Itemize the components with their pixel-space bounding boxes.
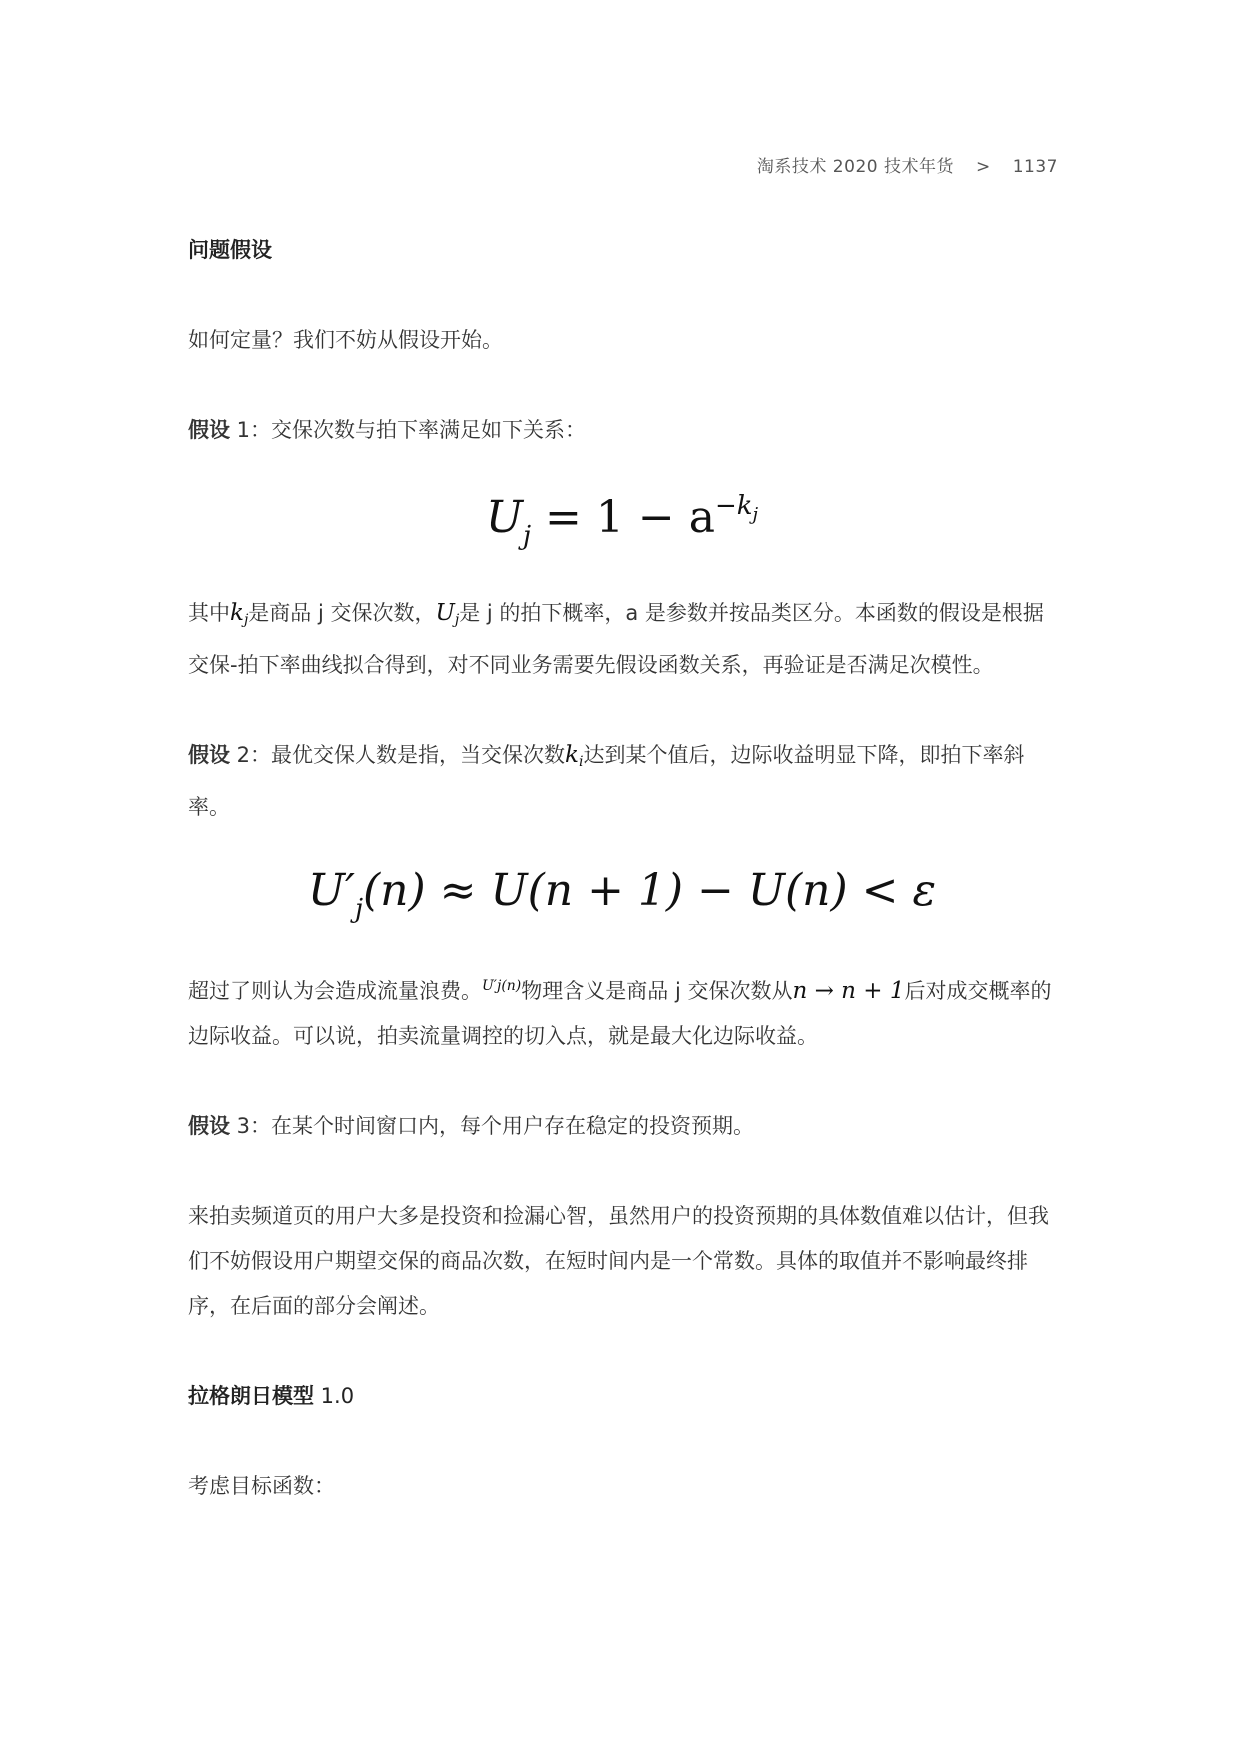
hypothesis-1-text: 交保次数与拍下率满足如下关系：	[271, 418, 587, 442]
hypothesis-2-label: 假设	[188, 743, 230, 767]
hypothesis-3-label: 假设	[188, 1114, 230, 1138]
p1-text-c: 是 j 的拍下概率，a 是参数并按品类区分。本函数的假设是根据交保-拍下率曲线拟合得到，对不同业务需要先假设函数关系，再验证是否满足次模性。	[188, 601, 1044, 677]
equation-2	[188, 856, 1056, 944]
model-heading-version: 1.0	[314, 1384, 355, 1408]
p2-math-uprime: U′j(n)	[482, 978, 522, 994]
p1-k-sub: j	[243, 612, 249, 628]
p1-text-b: 是商品 j 交保次数，	[248, 601, 436, 625]
p1-math-k	[230, 600, 248, 626]
model-heading-text: 拉格朗日模型	[188, 1384, 314, 1408]
hyp2-k: k	[565, 742, 579, 768]
eq2-lhs-sub: j	[354, 894, 363, 924]
section-heading-problem: 问题假设	[188, 238, 272, 262]
explanation-paragraph-1	[188, 591, 1056, 688]
header-separator: >	[975, 157, 991, 177]
hypothesis-2-number: 2：	[230, 743, 272, 767]
hypothesis-3-text: 在某个时间窗口内，每个用户存在稳定的投资预期。	[271, 1114, 755, 1138]
eq2-lhs: U′	[307, 865, 355, 916]
hypothesis-2-text-b: 达到某个值后，边际收益明显下降，即拍下率斜率。	[188, 743, 1025, 819]
p1-k: k	[230, 600, 244, 626]
hypothesis-3-number: 3：	[230, 1114, 272, 1138]
page-header	[757, 152, 1058, 177]
p1-math-u	[435, 600, 459, 626]
p2-text-b: 物理含义是商品 j 交保次数从	[521, 979, 793, 1003]
hypothesis-2-text-a: 最优交保人数是指，当交保次数	[271, 743, 566, 767]
eq1-rhs: = 1 − a	[531, 492, 715, 543]
page-content	[188, 228, 1056, 1509]
page-number: 1137	[1012, 157, 1058, 177]
hypothesis-3	[188, 1104, 1056, 1149]
intro-paragraph: 如何定量？我们不妨从假设开始。	[188, 328, 503, 352]
eq1-lhs-sub: j	[522, 521, 532, 551]
p2-text-c: 后对成交概率的边际收益。可以说，拍卖流量调控的切入点，就是最大化边际收益。	[188, 979, 1052, 1048]
objective-paragraph: 考虑目标函数：	[188, 1474, 335, 1498]
hyp2-k-sub: i	[578, 754, 584, 770]
hypothesis-1-label: 假设	[188, 418, 230, 442]
eq1-lhs: U	[485, 492, 523, 543]
investment-paragraph: 来拍卖频道页的用户大多是投资和捡漏心智，虽然用户的投资预期的具体数值难以估计，但我们不妨假设用户期望交保的商品次数，在短时间内是一个常数。具体的取值并不影响最终排序，在后面的部分会阐述。	[188, 1204, 1049, 1318]
hypothesis-2	[188, 733, 1056, 830]
p2-text-a: 超过了则认为会造成流量浪费。	[188, 979, 482, 1003]
explanation-paragraph-2	[188, 964, 1056, 1059]
hypothesis-1-number: 1：	[230, 418, 272, 442]
eq1-exp: −k	[714, 491, 753, 521]
eq2-rhs: (n) ≈ U(n + 1) − U(n) < ε	[363, 865, 937, 916]
p2-math-arrow: n → n + 1	[792, 978, 905, 1004]
section-heading-model	[188, 1374, 1056, 1419]
p1-text-a: 其中	[188, 601, 230, 625]
equation-1	[188, 471, 1056, 571]
eq1-exp-sub: j	[752, 504, 759, 525]
p1-u: U	[435, 600, 455, 626]
hypothesis-1	[188, 408, 1056, 453]
book-title: 淘系技术 2020 技术年货	[756, 157, 954, 177]
hyp2-math-k	[565, 742, 583, 768]
p1-u-sub: j	[454, 612, 460, 628]
